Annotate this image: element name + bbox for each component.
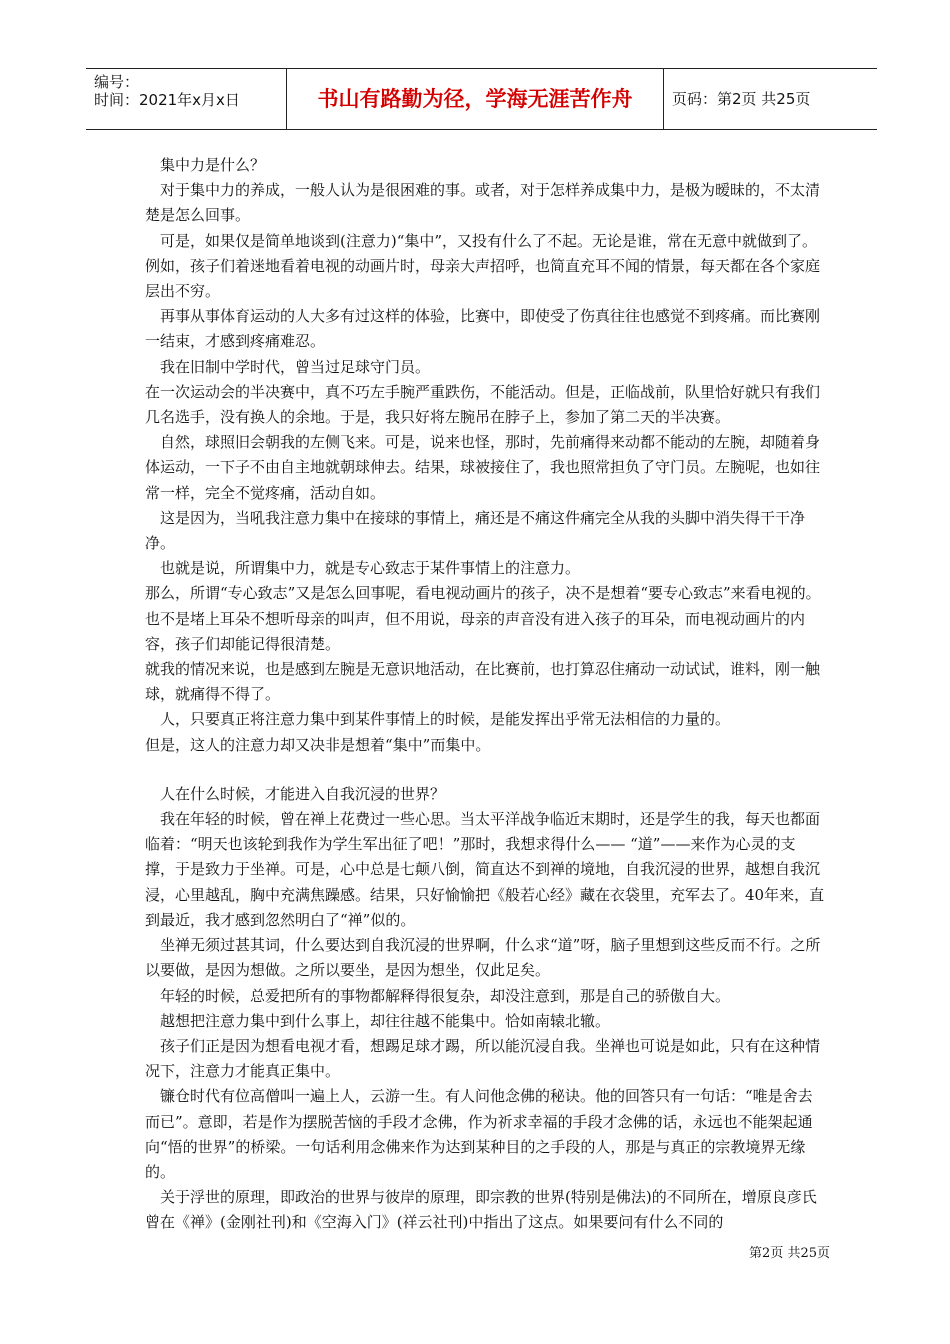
paragraph: 那么，所谓“专心致志”又是怎么回事呢，看电视动画片的孩子，决不是想着“要专心致志”来看电视的。也不是堵上耳朵不想听母亲的叫声，但不用说，母亲的声音没有进入孩子的耳朵，而电视动画片的内容，孩子们却能记得很清楚。 [145,584,821,653]
paragraph: 关于浮世的原理，即政治的世界与彼岸的原理，即宗教的世界(特别是佛法)的不同所在，增原良彦氏曾在《禅》(金刚社刊)和《空海入门》(祥云社刊)中指出了这点。如果要问有什么不同的 [145,1188,817,1232]
paragraph: 也就是说，所谓集中力，就是专心致志于某件事情上的注意力。 [160,559,581,578]
header-meta [86,69,286,133]
header-motto: 书山有路勤为径，学海无涯苦作舟 [286,69,664,129]
doc-number-label: 编号： [94,73,140,91]
page-header [86,68,877,130]
paragraph: 自然，球照旧会朝我的左侧飞来。可是，说来也怪，那时，先前痛得来动都不能动的左腕，却随着身体运动，一下子不由自主地就朝球伸去。结果，球被接住了，我也照常担负了守门员。左腕呢，也如往常一样，完全不觉疼痛，活动自如。 [145,433,821,502]
section-gap [145,758,825,782]
paragraph: 就我的情况来说，也是感到左腕是无意识地活动，在比赛前，也打算忍住痛动一动试试，谁料，刚一触球，就痛得不得了。 [145,660,821,704]
section-heading: 集中力是什么？ [160,156,266,174]
paragraph: 坐禅无须过甚其词，什么要达到自我沉浸的世界啊，什么求“道”呀，脑子里想到这些反而不行。之所以要做，是因为想做。之所以要坐，是因为想坐，仅此足矣。 [145,936,821,980]
paragraph: 再事从事体育运动的人大多有过这样的体验，比赛中，即使受了伤真往往也感觉不到疼痛。而比赛刚一结束，才感到疼痛难忍。 [145,307,821,351]
paragraph: 在一次运动会的半决赛中，真不巧左手腕严重跌伤，不能活动。但是，正临战前，队里恰好就只有我们几名选手，没有换人的余地。于是，我只好将左腕吊在脖子上，参加了第二天的半决赛。 [145,382,821,427]
paragraph: 孩子们正是因为想看电视才看，想踢足球才踢，所以能沉浸自我。坐禅也可说是如此，只有在这种情况下，注意力才能真正集中。 [145,1036,821,1081]
paragraph: 我在旧制中学时代，曾当过足球守门员。 [160,357,431,376]
page-footer: 第2页 共25页 [749,1246,830,1261]
header-page-number: 页码：第2页 共25页 [672,90,811,108]
paragraph: 对于集中力的养成，一般人认为是很困难的事。或者，对于怎样养成集中力，是极为暧昧的，不太清楚是怎么回事。 [145,181,821,225]
paragraph: 我在年轻的时候，曾在禅上花费过一些心思。当太平洋战争临近末期时，还是学生的我，每天也都面临着：“明天也该轮到我作为学生军出征了吧！”那时，我想求得什么—— “道”——来作为心灵的支撑，于是致力于坐禅。可是，心中总是七颠八倒，简直达不到禅的境地，自我沉浸的世界，越想自我沉浸，心里越乱，胸中充满焦躁感。结果，只好愉愉把《般若心经》藏在衣袋里，充军去了。40年来，直到最近，我才感到忽然明白了“禅”似的。 [145,810,825,929]
document-body [145,153,825,1236]
paragraph: 可是，如果仅是简单地谈到(注意力)“集中”，又投有什么了不起。无论是谁，常在无意中就做到了。例如，孩子们着迷地看着电视的动画片时，母亲大声招呼，也简直充耳不闻的情景，每天都在各个家庭层出不穷。 [145,231,821,301]
paragraph: 这是因为，当吼我注意力集中在接球的事情上，痛还是不痛这件痛完全从我的头脚中消失得干干净净。 [145,508,806,553]
paragraph: 年轻的时候，总爱把所有的事物都解释得很复杂，却没注意到，那是自己的骄傲自大。 [160,986,731,1005]
section-heading: 人在什么时候，才能进入自我沉浸的世界？ [160,784,446,803]
paragraph: 镰仓时代有位高僧叫一遍上人，云游一生。有人问他念佛的秘诀。他的回答只有一句话：“唯是舍去而已”。意即，若是作为摆脱苦恼的手段才念佛，作为祈求幸福的手段才念佛的话，永远也不能架起通向“悟的世界”的桥梁。一句话利用念佛来作为达到某种目的之手段的人，那是与真正的宗教境界无缘的。 [145,1087,813,1181]
doc-date-label: 时间：2021年x月x日 [94,91,240,109]
paragraph: 但是，这人的注意力却又决非是想着“集中”而集中。 [145,735,491,754]
paragraph: 人，只要真正将注意力集中到某件事情上的时候，是能发挥出乎常无法相信的力量的。 [160,710,731,729]
paragraph: 越想把注意力集中到什么事上，却往往越不能集中。恰如南辕北辙。 [160,1011,611,1030]
